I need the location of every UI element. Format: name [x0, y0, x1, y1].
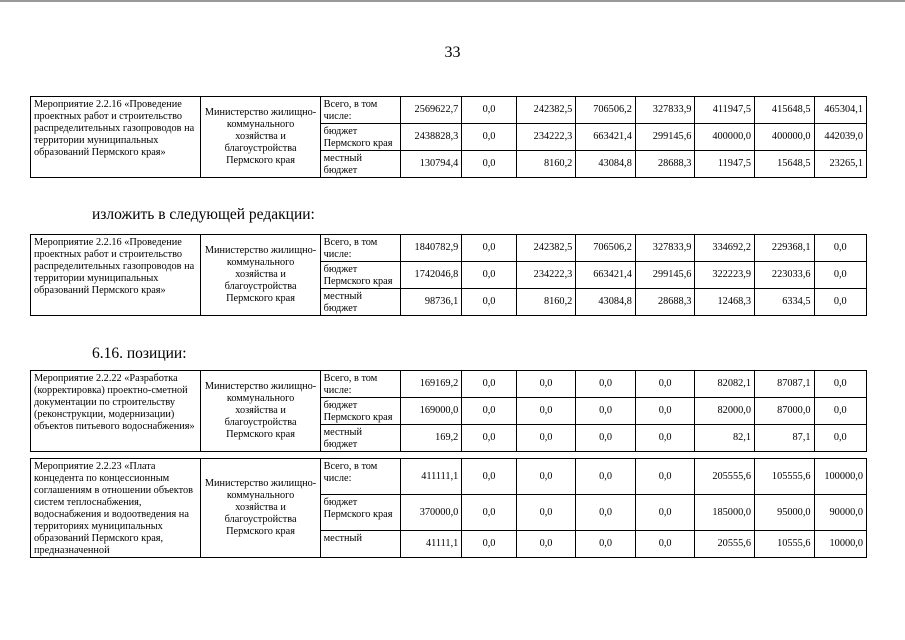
- measure-name: Мероприятие 2.2.22 «Разработка (корректировка) проектно-сметной документации по строительству (реконструкции, модернизации) объектов питьевого водоснабжения»: [31, 371, 201, 452]
- year-value: 0,0: [814, 262, 866, 289]
- total-value: 2438828,3: [400, 124, 462, 151]
- year-value: 82,1: [695, 425, 755, 452]
- year-value: 28688,3: [635, 289, 695, 316]
- funding-source: бюджет Пермского края: [320, 495, 400, 531]
- year-value: 20555,6: [695, 531, 755, 558]
- year-value: 28688,3: [635, 151, 695, 178]
- year-value: 10555,6: [754, 531, 814, 558]
- year-value: 242382,5: [516, 235, 576, 262]
- year-value: 0,0: [814, 289, 866, 316]
- year-value: 0,0: [516, 425, 576, 452]
- year-value: 663421,4: [576, 262, 636, 289]
- year-value: 8160,2: [516, 151, 576, 178]
- funding-source: Всего, в том числе:: [320, 97, 400, 124]
- total-value: 169,2: [400, 425, 462, 452]
- year-value: 0,0: [462, 371, 516, 398]
- year-value: 0,0: [635, 531, 695, 558]
- funding-source: бюджет Пермского края: [320, 124, 400, 151]
- year-value: 415648,5: [754, 97, 814, 124]
- year-value: 411947,5: [695, 97, 755, 124]
- year-value: 12468,3: [695, 289, 755, 316]
- year-value: 327833,9: [635, 97, 695, 124]
- table-row: [31, 459, 867, 495]
- year-value: 442039,0: [814, 124, 866, 151]
- year-value: 234222,3: [516, 262, 576, 289]
- year-value: 0,0: [462, 531, 516, 558]
- total-value: 169000,0: [400, 398, 462, 425]
- year-value: 706506,2: [576, 97, 636, 124]
- measure-name: Мероприятие 2.2.16 «Проведение проектных работ и строительство распределительных газопроводов на территории муниципальных образований Пермского края»: [31, 97, 201, 178]
- table-row: [31, 97, 867, 124]
- year-value: 10000,0: [814, 531, 866, 558]
- year-value: 15648,5: [754, 151, 814, 178]
- funding-source: местный: [320, 531, 400, 558]
- year-value: 95000,0: [754, 495, 814, 531]
- year-value: 0,0: [462, 398, 516, 425]
- year-value: 8160,2: [516, 289, 576, 316]
- year-value: 43084,8: [576, 151, 636, 178]
- year-value: 0,0: [814, 398, 866, 425]
- year-value: 0,0: [516, 495, 576, 531]
- year-value: 299145,6: [635, 262, 695, 289]
- responsible-executor: Министерство жилищно-коммунального хозяйства и благоустройства Пермского края: [201, 371, 320, 452]
- year-value: 87,1: [754, 425, 814, 452]
- year-value: 0,0: [462, 495, 516, 531]
- funding-source: Всего, в том числе:: [320, 235, 400, 262]
- year-value: 185000,0: [695, 495, 755, 531]
- year-value: 234222,3: [516, 124, 576, 151]
- total-value: 169169,2: [400, 371, 462, 398]
- year-value: 0,0: [635, 398, 695, 425]
- year-value: 0,0: [635, 371, 695, 398]
- year-value: 229368,1: [754, 235, 814, 262]
- year-value: 0,0: [516, 371, 576, 398]
- year-value: 0,0: [814, 235, 866, 262]
- total-value: 130794,4: [400, 151, 462, 178]
- budget-table-original: [30, 96, 867, 178]
- year-value: 400000,0: [754, 124, 814, 151]
- year-value: 663421,4: [576, 124, 636, 151]
- year-value: 322223,9: [695, 262, 755, 289]
- responsible-executor: Министерство жилищно-коммунального хозяйства и благоустройства Пермского края: [201, 97, 320, 178]
- table-row: [31, 235, 867, 262]
- year-value: 0,0: [516, 531, 576, 558]
- total-value: 2569622,7: [400, 97, 462, 124]
- budget-table-new-edition: [30, 234, 867, 316]
- year-value: 400000,0: [695, 124, 755, 151]
- total-value: 370000,0: [400, 495, 462, 531]
- year-value: 0,0: [635, 425, 695, 452]
- funding-source: Всего, в том числе:: [320, 371, 400, 398]
- total-value: 411111,1: [400, 459, 462, 495]
- measure-name: Мероприятие 2.2.16 «Проведение проектных работ и строительство распределительных газопроводов на территории муниципальных образований Пермского края»: [31, 235, 201, 316]
- total-value: 1742046,8: [400, 262, 462, 289]
- responsible-executor: Министерство жилищно-коммунального хозяйства и благоустройства Пермского края: [201, 459, 320, 558]
- year-value: 0,0: [462, 289, 516, 316]
- funding-source: местный бюджет: [320, 151, 400, 178]
- year-value: 87000,0: [754, 398, 814, 425]
- year-value: 6334,5: [754, 289, 814, 316]
- year-value: 100000,0: [814, 459, 866, 495]
- total-value: 1840782,9: [400, 235, 462, 262]
- year-value: 0,0: [516, 459, 576, 495]
- year-value: 43084,8: [576, 289, 636, 316]
- year-value: 0,0: [635, 495, 695, 531]
- year-value: 0,0: [462, 97, 516, 124]
- year-value: 242382,5: [516, 97, 576, 124]
- year-value: 0,0: [576, 371, 636, 398]
- year-value: 90000,0: [814, 495, 866, 531]
- year-value: 0,0: [462, 124, 516, 151]
- year-value: 0,0: [814, 425, 866, 452]
- year-value: 0,0: [576, 398, 636, 425]
- measure-name: Мероприятие 2.2.23 «Плата концедента по концессионным соглашениям в отношении объектов систем теплоснабжения, водоснабжения и водоотведения на территориях муниципальных образований Пермского края, предназначенной: [31, 459, 201, 558]
- year-value: 11947,5: [695, 151, 755, 178]
- year-value: 706506,2: [576, 235, 636, 262]
- year-value: 299145,6: [635, 124, 695, 151]
- funding-source: бюджет Пермского края: [320, 398, 400, 425]
- year-value: 0,0: [635, 459, 695, 495]
- total-value: 98736,1: [400, 289, 462, 316]
- responsible-executor: Министерство жилищно-коммунального хозяйства и благоустройства Пермского края: [201, 235, 320, 316]
- section-instruction-heading: изложить в следующей редакции:: [92, 206, 315, 223]
- year-value: 205555,6: [695, 459, 755, 495]
- year-value: 0,0: [814, 371, 866, 398]
- year-value: 0,0: [576, 495, 636, 531]
- year-value: 0,0: [516, 398, 576, 425]
- year-value: 0,0: [462, 235, 516, 262]
- page-number: 33: [444, 44, 461, 61]
- year-value: 223033,6: [754, 262, 814, 289]
- funding-source: Всего, в том числе:: [320, 459, 400, 495]
- year-value: 465304,1: [814, 97, 866, 124]
- funding-source: бюджет Пермского края: [320, 262, 400, 289]
- year-value: 0,0: [576, 425, 636, 452]
- section-positions-heading: 6.16. позиции:: [92, 345, 187, 362]
- total-value: 41111,1: [400, 531, 462, 558]
- year-value: 87087,1: [754, 371, 814, 398]
- year-value: 0,0: [462, 151, 516, 178]
- year-value: 23265,1: [814, 151, 866, 178]
- budget-table-positions: [30, 370, 867, 558]
- year-value: 105555,6: [754, 459, 814, 495]
- scan-top-border: [0, 0, 905, 2]
- year-value: 0,0: [462, 425, 516, 452]
- year-value: 334692,2: [695, 235, 755, 262]
- funding-source: местный бюджет: [320, 425, 400, 452]
- year-value: 82082,1: [695, 371, 755, 398]
- year-value: 0,0: [576, 531, 636, 558]
- funding-source: местный бюджет: [320, 289, 400, 316]
- table-row: [31, 371, 867, 398]
- year-value: 0,0: [462, 459, 516, 495]
- year-value: 327833,9: [635, 235, 695, 262]
- year-value: 82000,0: [695, 398, 755, 425]
- year-value: 0,0: [576, 459, 636, 495]
- year-value: 0,0: [462, 262, 516, 289]
